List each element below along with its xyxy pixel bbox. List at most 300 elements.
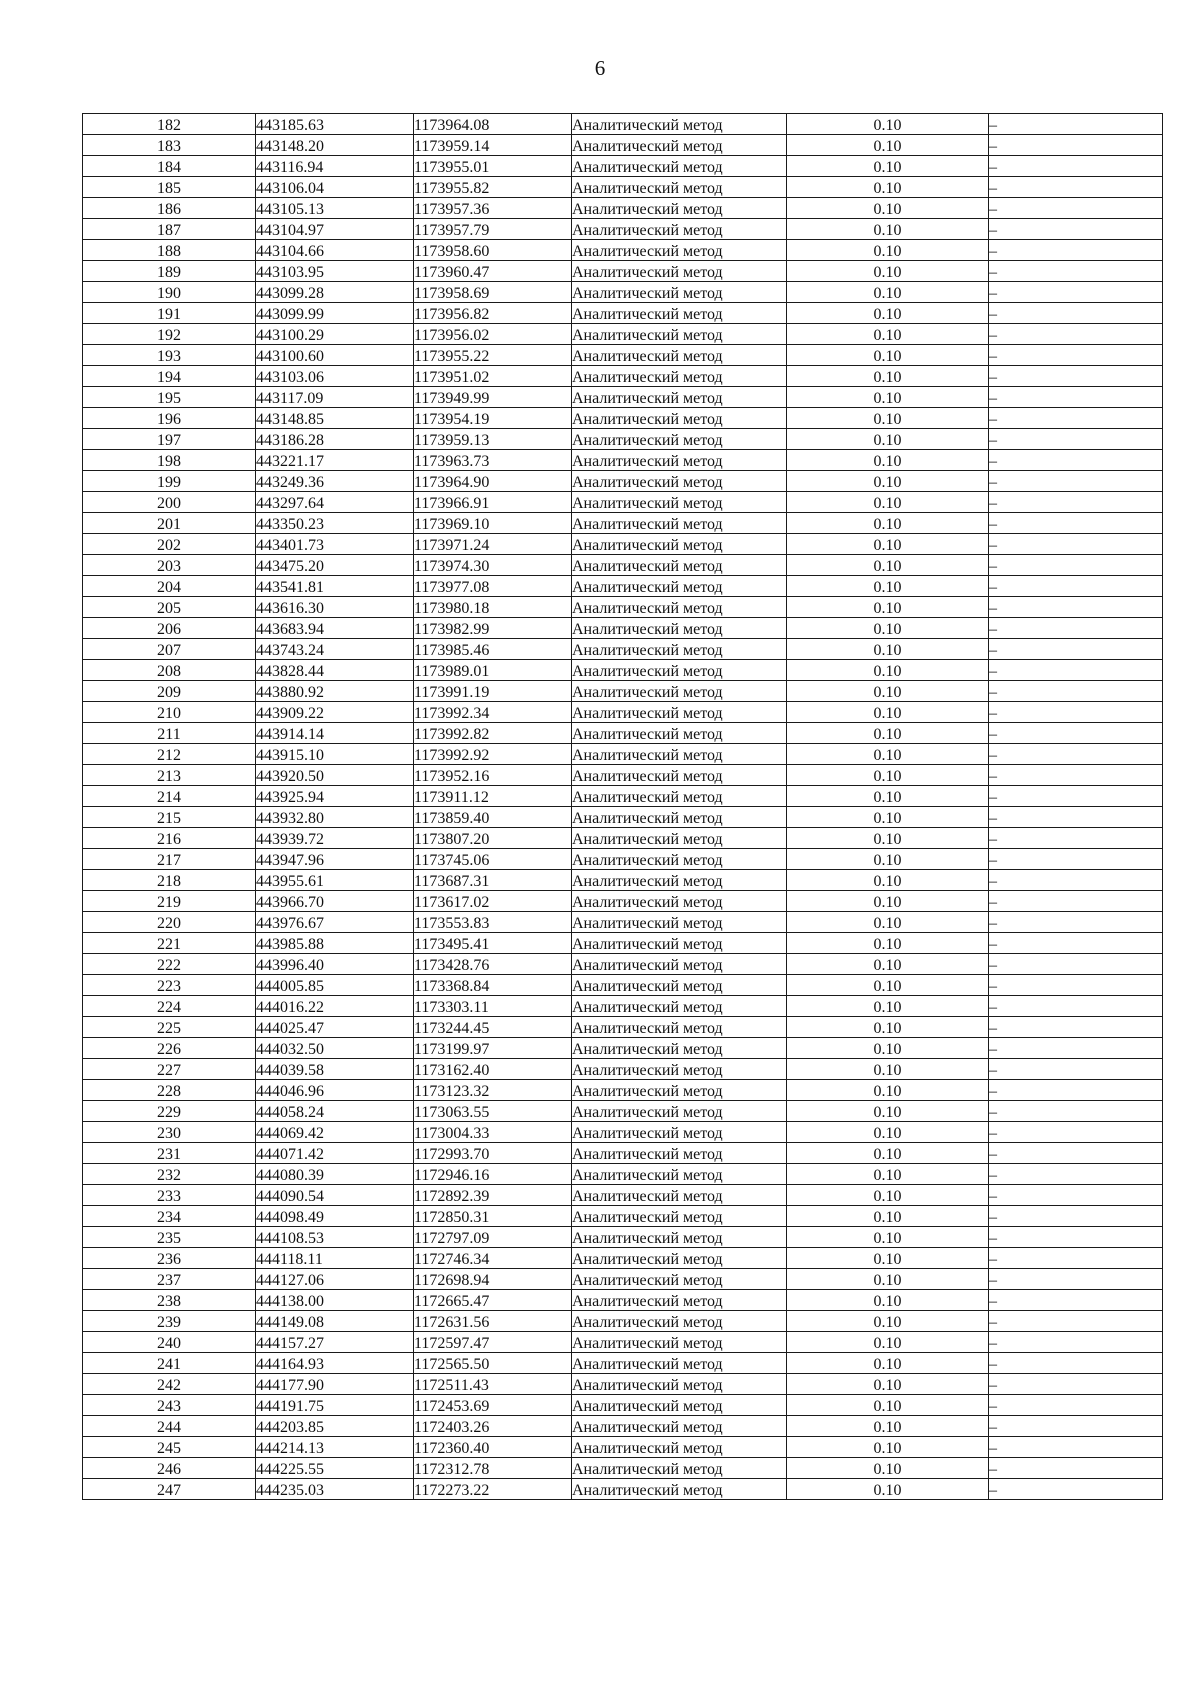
table-row xyxy=(83,954,1163,975)
y-coordinate-cell: 1173964.90 xyxy=(414,471,572,492)
x-coordinate-cell: 443116.94 xyxy=(256,156,414,177)
note-cell: – xyxy=(989,513,1163,534)
table-row xyxy=(83,1248,1163,1269)
y-coordinate-cell: 1173977.08 xyxy=(414,576,572,597)
note-cell: – xyxy=(989,1122,1163,1143)
point-number-cell: 244 xyxy=(83,1416,256,1437)
page-number: 6 xyxy=(594,56,606,80)
method-cell: Аналитический метод xyxy=(572,1290,787,1311)
note-cell: – xyxy=(989,639,1163,660)
accuracy-cell: 0.10 xyxy=(787,240,989,261)
note-cell: – xyxy=(989,597,1163,618)
note-cell: – xyxy=(989,744,1163,765)
y-coordinate-cell: 1173958.60 xyxy=(414,240,572,261)
accuracy-cell: 0.10 xyxy=(787,282,989,303)
method-cell: Аналитический метод xyxy=(572,1395,787,1416)
method-cell: Аналитический метод xyxy=(572,912,787,933)
x-coordinate-cell: 443099.28 xyxy=(256,282,414,303)
accuracy-cell: 0.10 xyxy=(787,660,989,681)
accuracy-cell: 0.10 xyxy=(787,618,989,639)
point-number-cell: 184 xyxy=(83,156,256,177)
method-cell: Аналитический метод xyxy=(572,345,787,366)
table-row xyxy=(83,198,1163,219)
x-coordinate-cell: 443616.30 xyxy=(256,597,414,618)
table-row xyxy=(83,261,1163,282)
method-cell: Аналитический метод xyxy=(572,681,787,702)
y-coordinate-cell: 1173974.30 xyxy=(414,555,572,576)
y-coordinate-cell: 1173617.02 xyxy=(414,891,572,912)
x-coordinate-cell: 443221.17 xyxy=(256,450,414,471)
point-number-cell: 185 xyxy=(83,177,256,198)
accuracy-cell: 0.10 xyxy=(787,1101,989,1122)
accuracy-cell: 0.10 xyxy=(787,1416,989,1437)
point-number-cell: 204 xyxy=(83,576,256,597)
table-row xyxy=(83,996,1163,1017)
y-coordinate-cell: 1173992.92 xyxy=(414,744,572,765)
note-cell: – xyxy=(989,198,1163,219)
point-number-cell: 213 xyxy=(83,765,256,786)
note-cell: – xyxy=(989,1353,1163,1374)
table-row xyxy=(83,219,1163,240)
table-row xyxy=(83,156,1163,177)
y-coordinate-cell: 1173244.45 xyxy=(414,1017,572,1038)
accuracy-cell: 0.10 xyxy=(787,1353,989,1374)
point-number-cell: 190 xyxy=(83,282,256,303)
method-cell: Аналитический метод xyxy=(572,702,787,723)
y-coordinate-cell: 1173959.13 xyxy=(414,429,572,450)
accuracy-cell: 0.10 xyxy=(787,534,989,555)
accuracy-cell: 0.10 xyxy=(787,1038,989,1059)
y-coordinate-cell: 1172993.70 xyxy=(414,1143,572,1164)
note-cell: – xyxy=(989,1479,1163,1500)
note-cell: – xyxy=(989,387,1163,408)
x-coordinate-cell: 443925.94 xyxy=(256,786,414,807)
table-row xyxy=(83,1059,1163,1080)
method-cell: Аналитический метод xyxy=(572,1353,787,1374)
accuracy-cell: 0.10 xyxy=(787,1458,989,1479)
note-cell: – xyxy=(989,324,1163,345)
accuracy-cell: 0.10 xyxy=(787,198,989,219)
point-number-cell: 241 xyxy=(83,1353,256,1374)
x-coordinate-cell: 443099.99 xyxy=(256,303,414,324)
table-row xyxy=(83,135,1163,156)
note-cell: – xyxy=(989,1458,1163,1479)
accuracy-cell: 0.10 xyxy=(787,408,989,429)
method-cell: Аналитический метод xyxy=(572,240,787,261)
method-cell: Аналитический метод xyxy=(572,723,787,744)
accuracy-cell: 0.10 xyxy=(787,1479,989,1500)
note-cell: – xyxy=(989,1437,1163,1458)
point-number-cell: 194 xyxy=(83,366,256,387)
accuracy-cell: 0.10 xyxy=(787,1290,989,1311)
method-cell: Аналитический метод xyxy=(572,366,787,387)
table-row xyxy=(83,282,1163,303)
y-coordinate-cell: 1173687.31 xyxy=(414,870,572,891)
x-coordinate-cell: 443880.92 xyxy=(256,681,414,702)
note-cell: – xyxy=(989,534,1163,555)
table-row xyxy=(83,1101,1163,1122)
y-coordinate-cell: 1173951.02 xyxy=(414,366,572,387)
x-coordinate-cell: 444108.53 xyxy=(256,1227,414,1248)
accuracy-cell: 0.10 xyxy=(787,492,989,513)
point-number-cell: 199 xyxy=(83,471,256,492)
table-row xyxy=(83,513,1163,534)
method-cell: Аналитический метод xyxy=(572,576,787,597)
method-cell: Аналитический метод xyxy=(572,1080,787,1101)
method-cell: Аналитический метод xyxy=(572,450,787,471)
y-coordinate-cell: 1173955.22 xyxy=(414,345,572,366)
y-coordinate-cell: 1173911.12 xyxy=(414,786,572,807)
x-coordinate-cell: 444235.03 xyxy=(256,1479,414,1500)
point-number-cell: 227 xyxy=(83,1059,256,1080)
note-cell: – xyxy=(989,366,1163,387)
accuracy-cell: 0.10 xyxy=(787,429,989,450)
method-cell: Аналитический метод xyxy=(572,1248,787,1269)
y-coordinate-cell: 1172511.43 xyxy=(414,1374,572,1395)
table-row xyxy=(83,1479,1163,1500)
point-number-cell: 237 xyxy=(83,1269,256,1290)
x-coordinate-cell: 444203.85 xyxy=(256,1416,414,1437)
accuracy-cell: 0.10 xyxy=(787,555,989,576)
accuracy-cell: 0.10 xyxy=(787,513,989,534)
x-coordinate-cell: 443105.13 xyxy=(256,198,414,219)
point-number-cell: 228 xyxy=(83,1080,256,1101)
note-cell: – xyxy=(989,1185,1163,1206)
note-cell: – xyxy=(989,618,1163,639)
accuracy-cell: 0.10 xyxy=(787,1164,989,1185)
point-number-cell: 195 xyxy=(83,387,256,408)
note-cell: – xyxy=(989,723,1163,744)
accuracy-cell: 0.10 xyxy=(787,1332,989,1353)
table-row xyxy=(83,1374,1163,1395)
point-number-cell: 239 xyxy=(83,1311,256,1332)
x-coordinate-cell: 443985.88 xyxy=(256,933,414,954)
point-number-cell: 220 xyxy=(83,912,256,933)
accuracy-cell: 0.10 xyxy=(787,366,989,387)
x-coordinate-cell: 444058.24 xyxy=(256,1101,414,1122)
x-coordinate-cell: 444149.08 xyxy=(256,1311,414,1332)
table-row xyxy=(83,1416,1163,1437)
x-coordinate-cell: 443350.23 xyxy=(256,513,414,534)
accuracy-cell: 0.10 xyxy=(787,324,989,345)
accuracy-cell: 0.10 xyxy=(787,1311,989,1332)
table-row xyxy=(83,765,1163,786)
y-coordinate-cell: 1173956.02 xyxy=(414,324,572,345)
point-number-cell: 191 xyxy=(83,303,256,324)
note-cell: – xyxy=(989,1017,1163,1038)
point-number-cell: 233 xyxy=(83,1185,256,1206)
method-cell: Аналитический метод xyxy=(572,555,787,576)
table-row xyxy=(83,639,1163,660)
y-coordinate-cell: 1173553.83 xyxy=(414,912,572,933)
note-cell: – xyxy=(989,1374,1163,1395)
y-coordinate-cell: 1173980.18 xyxy=(414,597,572,618)
y-coordinate-cell: 1173960.47 xyxy=(414,261,572,282)
x-coordinate-cell: 444214.13 xyxy=(256,1437,414,1458)
accuracy-cell: 0.10 xyxy=(787,1059,989,1080)
note-cell: – xyxy=(989,429,1163,450)
x-coordinate-cell: 443996.40 xyxy=(256,954,414,975)
note-cell: – xyxy=(989,660,1163,681)
note-cell: – xyxy=(989,891,1163,912)
accuracy-cell: 0.10 xyxy=(787,261,989,282)
note-cell: – xyxy=(989,1038,1163,1059)
method-cell: Аналитический метод xyxy=(572,1332,787,1353)
note-cell: – xyxy=(989,1332,1163,1353)
note-cell: – xyxy=(989,681,1163,702)
y-coordinate-cell: 1173428.76 xyxy=(414,954,572,975)
point-number-cell: 229 xyxy=(83,1101,256,1122)
y-coordinate-cell: 1173959.14 xyxy=(414,135,572,156)
method-cell: Аналитический метод xyxy=(572,786,787,807)
table-row xyxy=(83,555,1163,576)
x-coordinate-cell: 443828.44 xyxy=(256,660,414,681)
x-coordinate-cell: 443914.14 xyxy=(256,723,414,744)
note-cell: – xyxy=(989,912,1163,933)
method-cell: Аналитический метод xyxy=(572,849,787,870)
accuracy-cell: 0.10 xyxy=(787,996,989,1017)
point-number-cell: 240 xyxy=(83,1332,256,1353)
note-cell: – xyxy=(989,177,1163,198)
method-cell: Аналитический метод xyxy=(572,1164,787,1185)
table-row xyxy=(83,1038,1163,1059)
method-cell: Аналитический метод xyxy=(572,135,787,156)
point-number-cell: 232 xyxy=(83,1164,256,1185)
x-coordinate-cell: 443106.04 xyxy=(256,177,414,198)
table-row xyxy=(83,1437,1163,1458)
note-cell: – xyxy=(989,1143,1163,1164)
method-cell: Аналитический метод xyxy=(572,1416,787,1437)
y-coordinate-cell: 1172403.26 xyxy=(414,1416,572,1437)
note-cell: – xyxy=(989,450,1163,471)
x-coordinate-cell: 443683.94 xyxy=(256,618,414,639)
x-coordinate-cell: 444069.42 xyxy=(256,1122,414,1143)
table-row xyxy=(83,1164,1163,1185)
accuracy-cell: 0.10 xyxy=(787,744,989,765)
point-number-cell: 221 xyxy=(83,933,256,954)
method-cell: Аналитический метод xyxy=(572,177,787,198)
x-coordinate-cell: 444191.75 xyxy=(256,1395,414,1416)
point-number-cell: 235 xyxy=(83,1227,256,1248)
note-cell: – xyxy=(989,1395,1163,1416)
method-cell: Аналитический метод xyxy=(572,219,787,240)
y-coordinate-cell: 1172360.40 xyxy=(414,1437,572,1458)
point-number-cell: 197 xyxy=(83,429,256,450)
point-number-cell: 238 xyxy=(83,1290,256,1311)
note-cell: – xyxy=(989,1059,1163,1080)
table-row xyxy=(83,786,1163,807)
table-row xyxy=(83,1269,1163,1290)
note-cell: – xyxy=(989,576,1163,597)
point-number-cell: 234 xyxy=(83,1206,256,1227)
method-cell: Аналитический метод xyxy=(572,1437,787,1458)
point-number-cell: 186 xyxy=(83,198,256,219)
note-cell: – xyxy=(989,156,1163,177)
y-coordinate-cell: 1173162.40 xyxy=(414,1059,572,1080)
accuracy-cell: 0.10 xyxy=(787,870,989,891)
table-row xyxy=(83,723,1163,744)
point-number-cell: 212 xyxy=(83,744,256,765)
accuracy-cell: 0.10 xyxy=(787,471,989,492)
y-coordinate-cell: 1172273.22 xyxy=(414,1479,572,1500)
x-coordinate-cell: 443186.28 xyxy=(256,429,414,450)
accuracy-cell: 0.10 xyxy=(787,345,989,366)
y-coordinate-cell: 1173985.46 xyxy=(414,639,572,660)
x-coordinate-cell: 443955.61 xyxy=(256,870,414,891)
method-cell: Аналитический метод xyxy=(572,618,787,639)
table-row xyxy=(83,807,1163,828)
y-coordinate-cell: 1172892.39 xyxy=(414,1185,572,1206)
method-cell: Аналитический метод xyxy=(572,639,787,660)
note-cell: – xyxy=(989,1206,1163,1227)
point-number-cell: 183 xyxy=(83,135,256,156)
method-cell: Аналитический метод xyxy=(572,597,787,618)
note-cell: – xyxy=(989,1290,1163,1311)
accuracy-cell: 0.10 xyxy=(787,1374,989,1395)
y-coordinate-cell: 1173963.73 xyxy=(414,450,572,471)
note-cell: – xyxy=(989,1311,1163,1332)
method-cell: Аналитический метод xyxy=(572,513,787,534)
method-cell: Аналитический метод xyxy=(572,282,787,303)
method-cell: Аналитический метод xyxy=(572,261,787,282)
y-coordinate-cell: 1173745.06 xyxy=(414,849,572,870)
y-coordinate-cell: 1172631.56 xyxy=(414,1311,572,1332)
y-coordinate-cell: 1173954.19 xyxy=(414,408,572,429)
table-row xyxy=(83,1185,1163,1206)
x-coordinate-cell: 443297.64 xyxy=(256,492,414,513)
point-number-cell: 208 xyxy=(83,660,256,681)
method-cell: Аналитический метод xyxy=(572,954,787,975)
y-coordinate-cell: 1173958.69 xyxy=(414,282,572,303)
table-row xyxy=(83,975,1163,996)
y-coordinate-cell: 1172797.09 xyxy=(414,1227,572,1248)
y-coordinate-cell: 1172565.50 xyxy=(414,1353,572,1374)
table-row xyxy=(83,1017,1163,1038)
x-coordinate-cell: 443909.22 xyxy=(256,702,414,723)
point-number-cell: 214 xyxy=(83,786,256,807)
accuracy-cell: 0.10 xyxy=(787,1269,989,1290)
y-coordinate-cell: 1172746.34 xyxy=(414,1248,572,1269)
y-coordinate-cell: 1173964.08 xyxy=(414,114,572,135)
accuracy-cell: 0.10 xyxy=(787,135,989,156)
accuracy-cell: 0.10 xyxy=(787,1080,989,1101)
accuracy-cell: 0.10 xyxy=(787,597,989,618)
x-coordinate-cell: 444025.47 xyxy=(256,1017,414,1038)
note-cell: – xyxy=(989,471,1163,492)
x-coordinate-cell: 444039.58 xyxy=(256,1059,414,1080)
accuracy-cell: 0.10 xyxy=(787,387,989,408)
point-number-cell: 219 xyxy=(83,891,256,912)
point-number-cell: 209 xyxy=(83,681,256,702)
method-cell: Аналитический метод xyxy=(572,1185,787,1206)
accuracy-cell: 0.10 xyxy=(787,954,989,975)
x-coordinate-cell: 443541.81 xyxy=(256,576,414,597)
note-cell: – xyxy=(989,870,1163,891)
accuracy-cell: 0.10 xyxy=(787,1227,989,1248)
table-row xyxy=(83,891,1163,912)
x-coordinate-cell: 443104.97 xyxy=(256,219,414,240)
point-number-cell: 189 xyxy=(83,261,256,282)
method-cell: Аналитический метод xyxy=(572,1206,787,1227)
method-cell: Аналитический метод xyxy=(572,1458,787,1479)
method-cell: Аналитический метод xyxy=(572,1122,787,1143)
y-coordinate-cell: 1173123.32 xyxy=(414,1080,572,1101)
method-cell: Аналитический метод xyxy=(572,198,787,219)
x-coordinate-cell: 444071.42 xyxy=(256,1143,414,1164)
method-cell: Аналитический метод xyxy=(572,1269,787,1290)
method-cell: Аналитический метод xyxy=(572,996,787,1017)
point-number-cell: 224 xyxy=(83,996,256,1017)
y-coordinate-cell: 1172312.78 xyxy=(414,1458,572,1479)
method-cell: Аналитический метод xyxy=(572,492,787,513)
x-coordinate-cell: 444164.93 xyxy=(256,1353,414,1374)
table-row xyxy=(83,744,1163,765)
table-row xyxy=(83,1122,1163,1143)
table-row xyxy=(83,702,1163,723)
point-number-cell: 217 xyxy=(83,849,256,870)
method-cell: Аналитический метод xyxy=(572,1374,787,1395)
point-number-cell: 207 xyxy=(83,639,256,660)
x-coordinate-cell: 444016.22 xyxy=(256,996,414,1017)
note-cell: – xyxy=(989,1164,1163,1185)
point-number-cell: 223 xyxy=(83,975,256,996)
note-cell: – xyxy=(989,849,1163,870)
coordinates-table-body xyxy=(83,114,1163,1500)
note-cell: – xyxy=(989,954,1163,975)
point-number-cell: 216 xyxy=(83,828,256,849)
note-cell: – xyxy=(989,1269,1163,1290)
x-coordinate-cell: 443976.67 xyxy=(256,912,414,933)
accuracy-cell: 0.10 xyxy=(787,681,989,702)
x-coordinate-cell: 443117.09 xyxy=(256,387,414,408)
note-cell: – xyxy=(989,975,1163,996)
table-row xyxy=(83,114,1163,135)
method-cell: Аналитический метод xyxy=(572,1227,787,1248)
note-cell: – xyxy=(989,1101,1163,1122)
point-number-cell: 236 xyxy=(83,1248,256,1269)
x-coordinate-cell: 444127.06 xyxy=(256,1269,414,1290)
y-coordinate-cell: 1173949.99 xyxy=(414,387,572,408)
x-coordinate-cell: 444225.55 xyxy=(256,1458,414,1479)
note-cell: – xyxy=(989,555,1163,576)
method-cell: Аналитический метод xyxy=(572,1038,787,1059)
x-coordinate-cell: 443939.72 xyxy=(256,828,414,849)
table-row xyxy=(83,450,1163,471)
point-number-cell: 218 xyxy=(83,870,256,891)
y-coordinate-cell: 1173992.82 xyxy=(414,723,572,744)
y-coordinate-cell: 1173957.36 xyxy=(414,198,572,219)
note-cell: – xyxy=(989,1416,1163,1437)
point-number-cell: 188 xyxy=(83,240,256,261)
method-cell: Аналитический метод xyxy=(572,387,787,408)
table-row xyxy=(83,471,1163,492)
table-row xyxy=(83,366,1163,387)
method-cell: Аналитический метод xyxy=(572,1101,787,1122)
accuracy-cell: 0.10 xyxy=(787,303,989,324)
y-coordinate-cell: 1173955.01 xyxy=(414,156,572,177)
x-coordinate-cell: 444005.85 xyxy=(256,975,414,996)
y-coordinate-cell: 1173969.10 xyxy=(414,513,572,534)
method-cell: Аналитический метод xyxy=(572,807,787,828)
accuracy-cell: 0.10 xyxy=(787,723,989,744)
y-coordinate-cell: 1173955.82 xyxy=(414,177,572,198)
point-number-cell: 247 xyxy=(83,1479,256,1500)
table-row xyxy=(83,912,1163,933)
method-cell: Аналитический метод xyxy=(572,1017,787,1038)
y-coordinate-cell: 1173992.34 xyxy=(414,702,572,723)
table-row xyxy=(83,618,1163,639)
point-number-cell: 196 xyxy=(83,408,256,429)
